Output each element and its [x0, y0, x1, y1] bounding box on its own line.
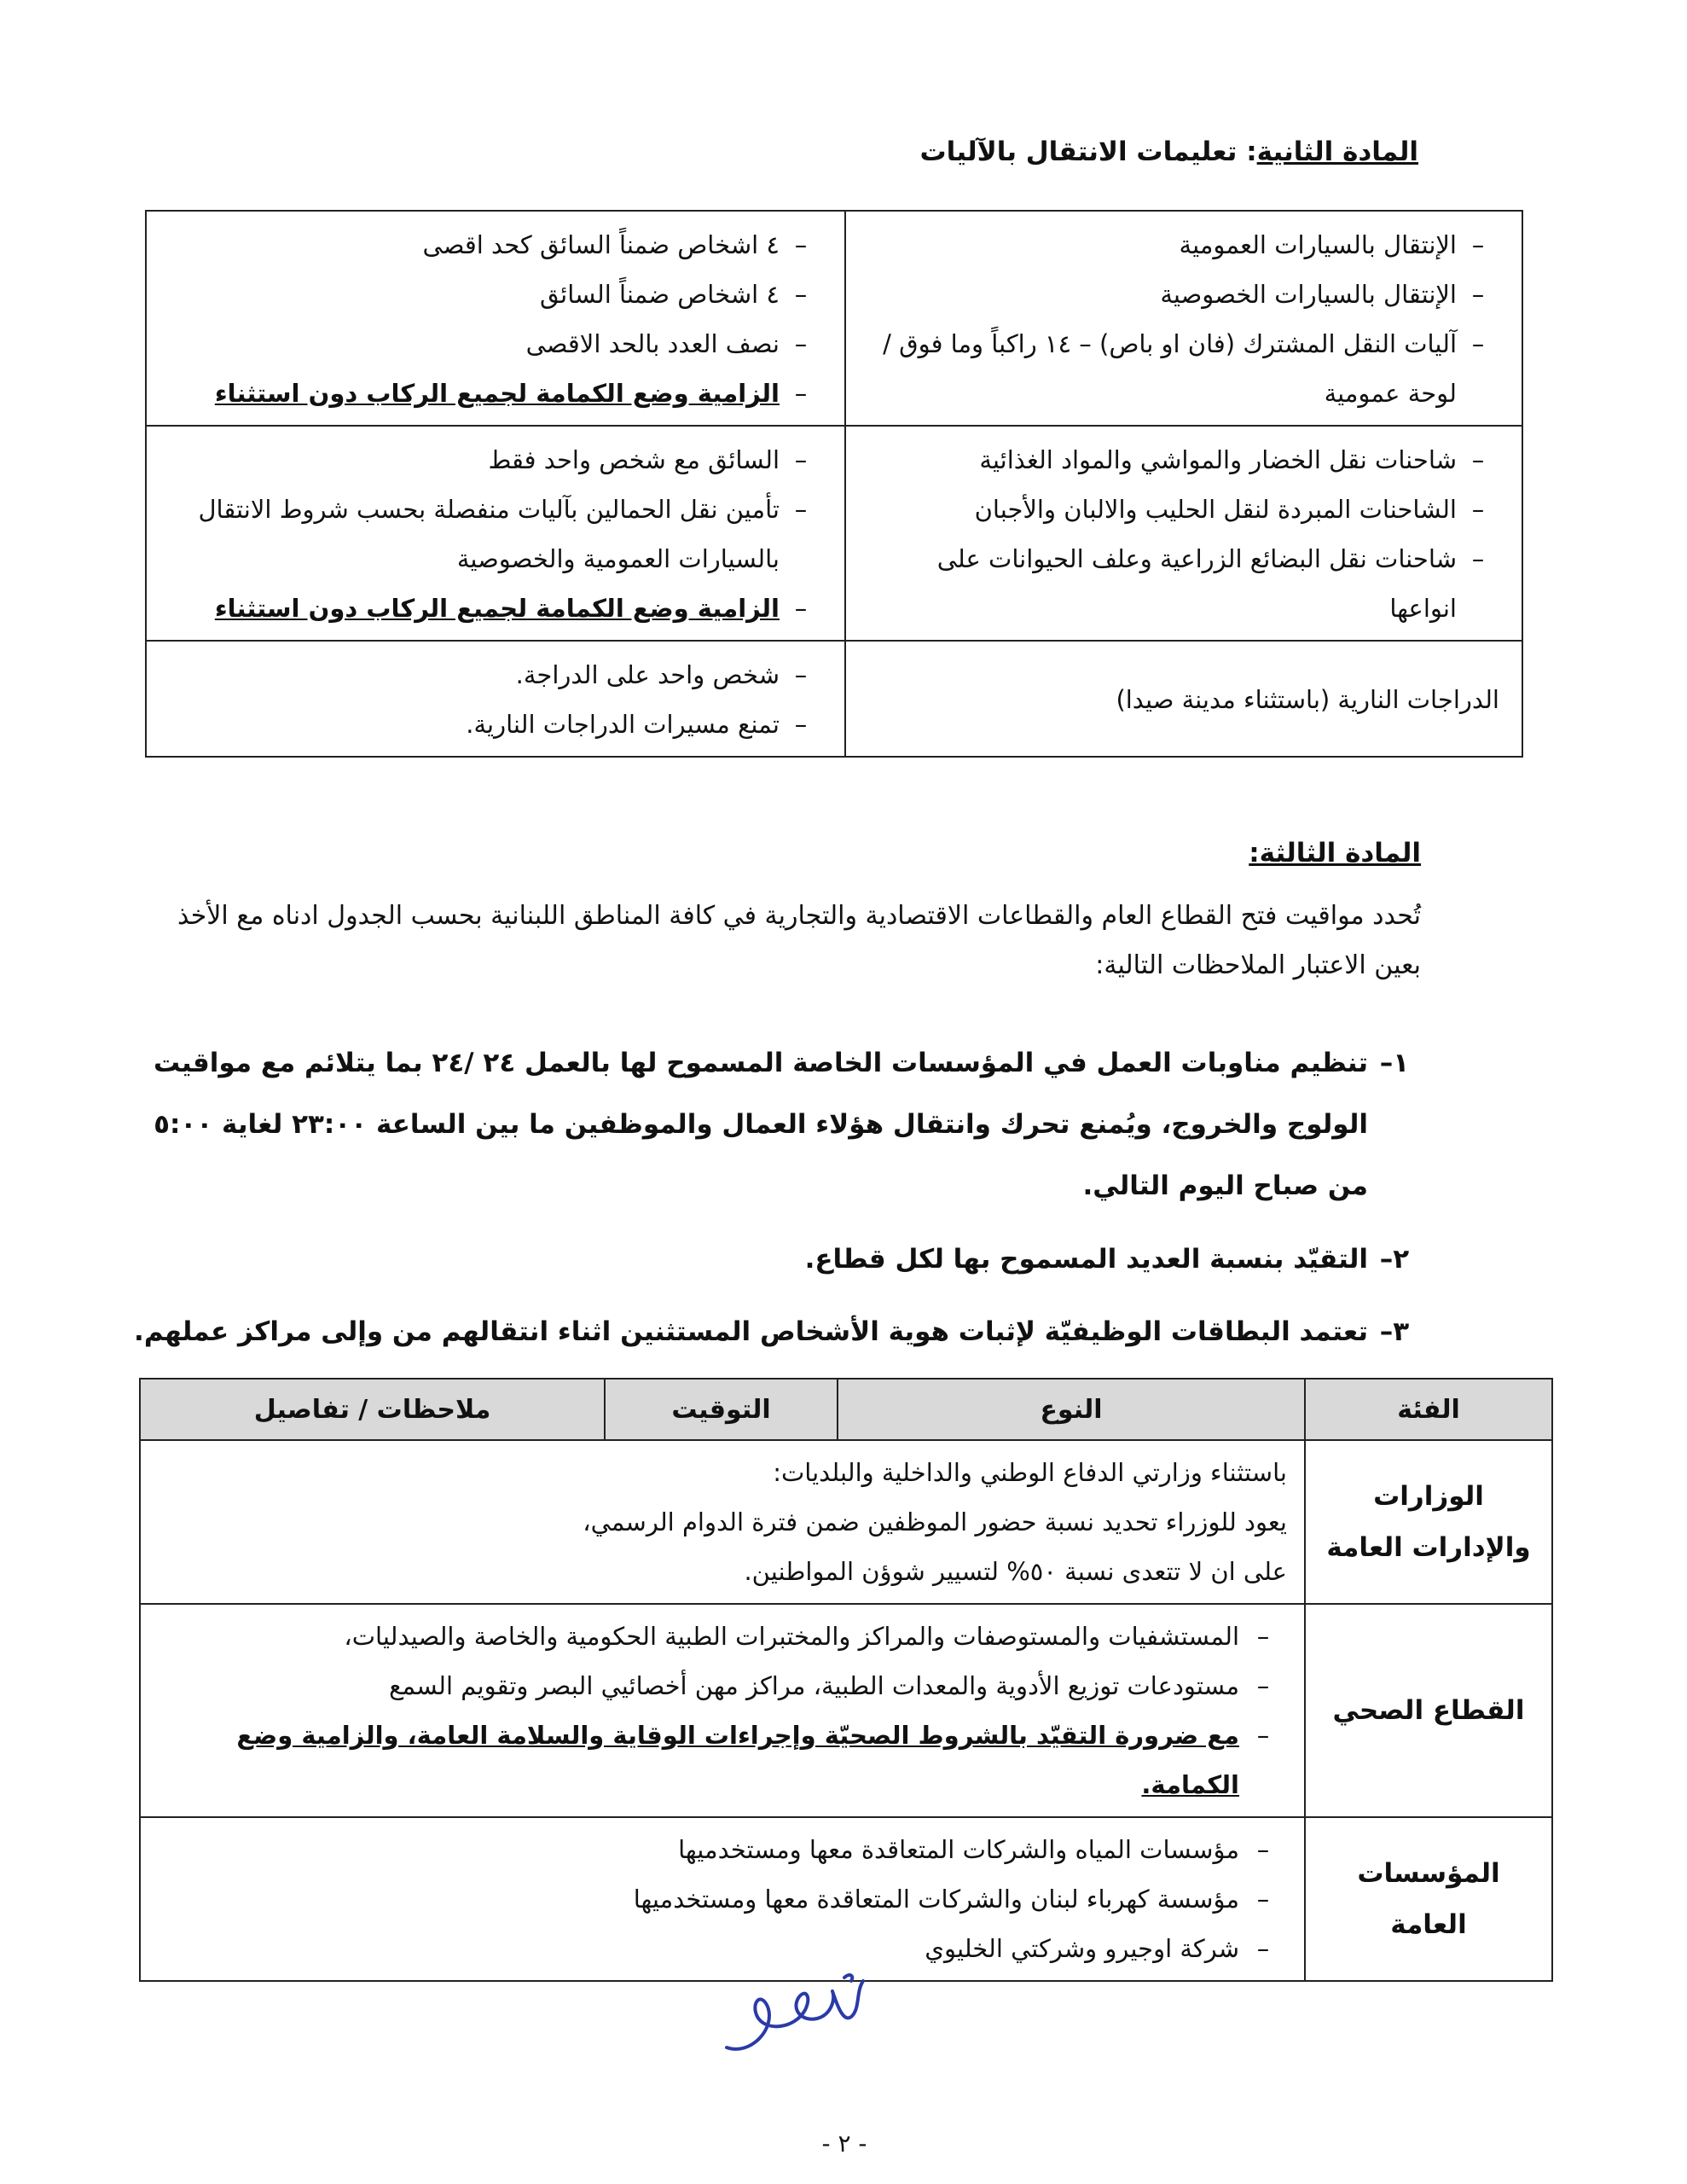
list-item-text: الشاحنات المبردة لنقل الحليب والالبان والأجبان: [974, 495, 1457, 524]
dash-bullet: –: [1471, 329, 1485, 358]
list-item-text: تأمين نقل الحمالين بآليات منفصلة بحسب شروط الانتقال بالسيارات العمومية والخصوصية: [198, 495, 780, 573]
article-3-heading: [1249, 838, 1421, 868]
list-item: [158, 1825, 1287, 1874]
list-item: [868, 534, 1499, 633]
rules-cell: [146, 426, 845, 641]
page-number: - ٢ -: [821, 2129, 867, 2158]
list-item: [169, 319, 822, 369]
dash-bullet: –: [1471, 445, 1485, 474]
table-row: [146, 211, 1522, 426]
list-item-text: المستشفيات والمستوصفات والمراكز والمختبرات الطبية الحكومية والخاصة والصيدليات،: [344, 1622, 1239, 1651]
article-3-intro: تُحدد مواقيت فتح القطاع العام والقطاعات الاقتصادية والتجارية في كافة المناطق اللبنانية بحسب الجدول ادناه مع الأخذ بعين الاعتبار الملاحظات التالية:: [177, 901, 1421, 980]
list-item: [169, 485, 822, 584]
note-1: [125, 1032, 1421, 1217]
detail-line: باستثناء وزارتي الدفاع الوطني والداخلية والبلديات:: [773, 1458, 1287, 1487]
dash-bullet: –: [1471, 544, 1485, 573]
article-2-label: المادة الثانية: [1256, 136, 1418, 167]
note-text: تنظيم مناوبات العمل في المؤسسات الخاصة المسموح لها بالعمل ٢٤ /٢٤ بما يتلائم مع مواقيت الولوج والخروج، ويُمنع تحرك وانتقال هؤلاء العمال والموظفين ما بين الساعة ٢٣:٠٠ لغاية ٥:٠٠ من صباح اليوم التالي.: [154, 1048, 1368, 1201]
note-text: تعتمد البطاقات الوظيفيّة لإثبات هوية الأشخاص المستثنين اثناء انتقالهم من وإلى مراكز عملهم.: [134, 1316, 1368, 1347]
list-item-text: مستودعات توزيع الأدوية والمعدات الطبية، مراكز مهن أخصائيي البصر وتقويم السمع: [389, 1671, 1239, 1700]
list-item: [169, 650, 822, 700]
dash-bullet: –: [794, 379, 808, 408]
mask-requirement-text: الزامية وضع الكمامة لجميع الركاب دون استثناء: [214, 594, 780, 623]
list-item: [868, 485, 1499, 534]
table-row: [146, 641, 1522, 757]
list-item-text: مؤسسات المياه والشركات المتعاقدة معها ومستخدميها: [678, 1835, 1239, 1864]
dash-bullet: –: [1471, 280, 1485, 309]
dash-bullet: –: [1256, 1622, 1270, 1651]
list-item: [169, 369, 822, 418]
list-item: [158, 1661, 1287, 1711]
column-header: الفئة: [1305, 1379, 1552, 1440]
article-2-title: : تعليمات الانتقال بالآليات: [919, 136, 1257, 167]
detail-line: على ان لا تتعدى نسبة ٥٠% لتسيير شوؤن المواطنين.: [744, 1557, 1287, 1586]
table-row: [140, 1440, 1552, 1604]
list-item: [169, 435, 822, 485]
dash-bullet: –: [1256, 1934, 1270, 1963]
category-cell: المؤسسات العامة: [1305, 1817, 1552, 1981]
table-row: [146, 426, 1522, 641]
column-header: التوقيت: [605, 1379, 838, 1440]
list-item-text: شخص واحد على الدراجة.: [515, 660, 780, 689]
list-item: [158, 1711, 1287, 1809]
list-item: [169, 700, 822, 749]
dash-bullet: –: [1471, 495, 1485, 524]
dash-bullet: –: [794, 495, 808, 524]
details-cell: [140, 1440, 1305, 1604]
list-item-text: السائق مع شخص واحد فقط: [488, 445, 780, 474]
dash-bullet: –: [794, 445, 808, 474]
note-number: ٢–: [1379, 1244, 1410, 1275]
list-item: [158, 1612, 1287, 1661]
list-item-text: شركة اوجيرو وشركتي الخليوي: [925, 1934, 1239, 1963]
table-header-row: [140, 1379, 1552, 1440]
vehicle-types-cell: [845, 211, 1522, 426]
vehicle-rules-table: [145, 210, 1523, 758]
dash-bullet: –: [794, 280, 808, 309]
table-row: [140, 1604, 1552, 1817]
category-cell: الوزارات والإدارات العامة: [1305, 1440, 1552, 1604]
health-conditions-text: مع ضرورة التقيّد بالشروط الصحيّة وإجراءات الوقاية والسلامة العامة، والزامية وضع الكمامة.: [236, 1721, 1239, 1799]
list-item-text: تمنع مسيرات الدراجات النارية.: [466, 710, 780, 739]
list-item: [169, 270, 822, 319]
note-3: [125, 1301, 1421, 1362]
list-item: [868, 435, 1499, 485]
list-item: [158, 1874, 1287, 1924]
list-item: [125, 1228, 1421, 1290]
category-cell: القطاع الصحي: [1305, 1604, 1552, 1817]
column-header: النوع: [838, 1379, 1305, 1440]
vehicle-types-cell: [845, 641, 1522, 757]
rules-cell: [146, 211, 845, 426]
dash-bullet: –: [1471, 230, 1485, 259]
article-2-heading: [920, 136, 1418, 167]
dash-bullet: –: [1256, 1721, 1270, 1750]
detail-line: يعود للوزراء تحديد نسبة حضور الموظفين ضمن فترة الدوام الرسمي،: [583, 1507, 1287, 1536]
rules-cell: [146, 641, 845, 757]
list-item-text: آليات النقل المشترك (فان او باص) – ١٤ راكباً وما فوق / لوحة عمومية: [883, 329, 1457, 408]
list-item: [868, 270, 1499, 319]
dash-bullet: –: [794, 329, 808, 358]
note-2: [125, 1228, 1421, 1290]
motorcycles-text: الدراجات النارية (باستثناء مدينة صيدا): [1116, 685, 1499, 714]
list-item: [868, 319, 1499, 418]
list-item-text: شاحنات نقل البضائع الزراعية وعلف الحيوانات على انواعها: [936, 544, 1457, 623]
list-item: [125, 1301, 1421, 1362]
details-cell: [140, 1604, 1305, 1817]
note-number: ١–: [1379, 1048, 1410, 1078]
list-item: [169, 220, 822, 270]
dash-bullet: –: [1256, 1885, 1270, 1914]
article-3-label: المادة الثالثة:: [1249, 838, 1421, 868]
list-item-text: الإنتقال بالسيارات العمومية: [1179, 230, 1457, 259]
list-item-text: الإنتقال بالسيارات الخصوصية: [1160, 280, 1457, 309]
list-item: [868, 220, 1499, 270]
list-item-text: مؤسسة كهرباء لبنان والشركات المتعاقدة معها ومستخدميها: [633, 1885, 1239, 1914]
dash-bullet: –: [1256, 1835, 1270, 1864]
note-text: التقيّد بنسبة العديد المسموح بها لكل قطاع.: [804, 1244, 1368, 1275]
list-item-text: شاحنات نقل الخضار والمواشي والمواد الغذائية: [979, 445, 1457, 474]
list-item: [125, 1032, 1421, 1217]
dash-bullet: –: [794, 710, 808, 739]
list-item-text: ٤ اشخاص ضمناً السائق كحد اقصى: [422, 230, 780, 259]
sector-hours-table: [139, 1378, 1553, 1982]
list-item-text: ٤ اشخاص ضمناً السائق: [539, 280, 780, 309]
vehicle-types-cell: [845, 426, 1522, 641]
dash-bullet: –: [794, 594, 808, 623]
dash-bullet: –: [794, 660, 808, 689]
dash-bullet: –: [794, 230, 808, 259]
dash-bullet: –: [1256, 1671, 1270, 1700]
list-item: [169, 584, 822, 633]
list-item-text: نصف العدد بالحد الاقصى: [525, 329, 780, 358]
mask-requirement-text: الزامية وضع الكمامة لجميع الركاب دون استثناء: [214, 379, 780, 408]
note-number: ٣–: [1379, 1316, 1410, 1347]
column-header: ملاحظات / تفاصيل: [140, 1379, 605, 1440]
signature-mark: [716, 1947, 887, 2058]
